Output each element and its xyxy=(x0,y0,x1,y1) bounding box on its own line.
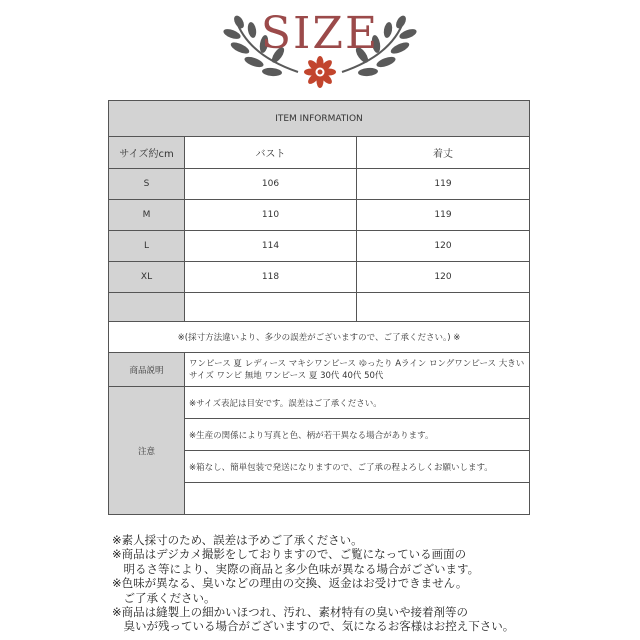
size-column-label: サイズ約cm xyxy=(109,137,185,169)
bust-value: 110 xyxy=(185,200,357,231)
footer-note-line: 臭いが残っている場合がございますので、気になるお客様はお控え下さい。 xyxy=(112,619,515,634)
bust-value: 114 xyxy=(185,231,357,262)
footer-note-line: ご了承ください。 xyxy=(112,590,216,605)
caution-item: ※生産の関係により写真と色、柄が若干異なる場合があります。 xyxy=(185,419,530,451)
item-information-table xyxy=(108,100,530,515)
size-label: L xyxy=(109,231,185,262)
length-column-header: 着丈 xyxy=(357,137,530,169)
size-title: SIZE xyxy=(260,8,380,59)
footer-note-line: ※色味が異なる、臭いなどの理由の交換、返金はお受けできません。 xyxy=(112,576,468,591)
bust-value: 118 xyxy=(185,262,357,293)
blank-cell xyxy=(109,293,185,322)
caution-item: ※箱なし、簡単包装で発送になりますので、ご了承の程よろしくお願いします。 xyxy=(185,451,530,483)
bust-column-header: バスト xyxy=(185,137,357,169)
size-label: XL xyxy=(109,262,185,293)
length-value: 120 xyxy=(357,231,530,262)
table-row xyxy=(109,231,530,262)
footer-note-line: 明るさ等により、実際の商品と多少色味が異なる場合がございます。 xyxy=(112,561,480,576)
bust-value: 106 xyxy=(185,169,357,200)
footer-note-line: ※商品は縫製上の細かいほつれ、汚れ、素材特有の臭いや接着剤等の xyxy=(112,605,469,620)
length-value: 119 xyxy=(357,169,530,200)
description-label: 商品説明 xyxy=(109,353,185,387)
footer-note-line: ※素人採寸のため、誤差は予めご了承ください。 xyxy=(112,533,363,547)
table-row xyxy=(109,262,530,293)
table-row xyxy=(109,169,530,200)
table-row xyxy=(109,200,530,231)
caution-item-blank xyxy=(185,483,530,515)
footer-note-line: ※商品はデジカメ撮影をしておりますので、ご覧になっている画面の xyxy=(112,547,467,562)
measure-note: ※(採寸方法違いより、多少の誤差がございますので、ご了承ください。) ※ xyxy=(109,322,530,353)
caution-item: ※サイズ表記は目安です。誤差はご了承ください。 xyxy=(185,387,530,419)
size-label: M xyxy=(109,200,185,231)
footer-notes xyxy=(112,533,632,634)
product-description: ワンピース 夏 レディース マキシワンピース ゆったり Aライン ロングワンピース 大きいサイズ ワンピ 無地 ワンピース 夏 30代 40代 50代 xyxy=(185,353,530,387)
table-row-blank xyxy=(109,293,530,322)
length-value: 119 xyxy=(357,200,530,231)
blank-cell xyxy=(357,293,530,322)
caution-label: 注意 xyxy=(109,387,185,515)
table-title: ITEM INFORMATION xyxy=(109,101,530,137)
size-label: S xyxy=(109,169,185,200)
size-header xyxy=(0,0,640,90)
blank-cell xyxy=(185,293,357,322)
length-value: 120 xyxy=(357,262,530,293)
